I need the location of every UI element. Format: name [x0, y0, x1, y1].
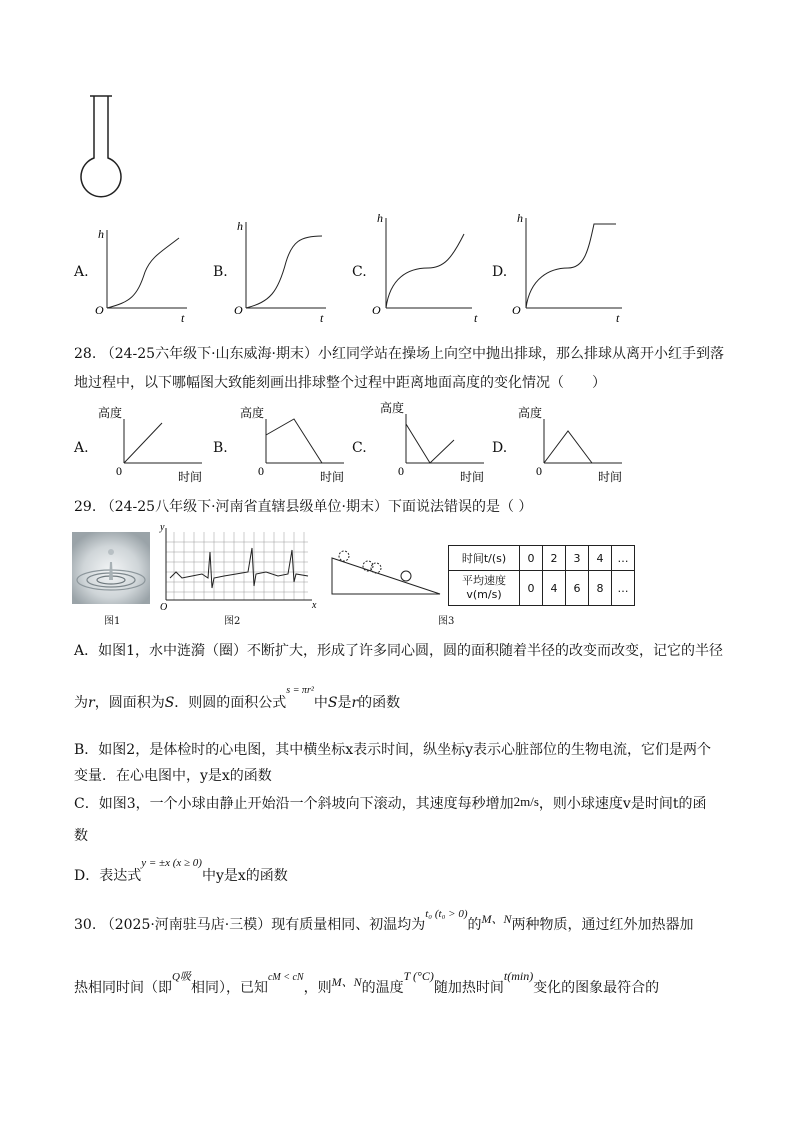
text: D．表达式	[74, 868, 142, 884]
q29-number: 29.	[74, 499, 97, 515]
area-formula: s = πr²	[286, 685, 314, 696]
table-cell: 4	[543, 571, 566, 606]
var-MN: M、N	[331, 975, 362, 989]
text: 为	[74, 695, 88, 711]
table-cell: 6	[566, 571, 589, 606]
q29-option-c-line2[interactable]: 数	[74, 828, 88, 844]
q27-graph-a	[95, 222, 195, 325]
var-S: S	[164, 695, 175, 711]
q29-option-b-line1[interactable]: B．如图2，是体检时的心电图，其中横坐标x表示时间，纵坐标y表示心脏部位的生物电流，它们是两个	[74, 742, 711, 758]
table-header-time: 时间t/(s)	[449, 546, 520, 571]
q29-fig2-label: 图2	[224, 616, 241, 627]
var-MN: M、N	[481, 912, 512, 926]
q27-graph-d	[512, 208, 632, 325]
origin-label: O	[372, 303, 381, 317]
q29-fig1-label: 图1	[104, 616, 121, 627]
axis-label-h: h	[517, 211, 523, 225]
q28-number: 28.	[74, 346, 97, 362]
axis-label-h: h	[377, 211, 383, 225]
q28-option-b[interactable]: B.	[213, 440, 228, 456]
text: 热相同时间（即	[74, 980, 172, 996]
text: ，圆面积为	[94, 695, 165, 711]
text: 的	[467, 917, 482, 933]
q30-number: 30.	[74, 917, 97, 933]
q29-time-speed-table	[448, 545, 635, 606]
text: 变化的图象最符合的	[533, 980, 660, 996]
q27-graph-b	[234, 214, 334, 325]
axis-label-h: h	[237, 219, 243, 233]
origin-label: 0	[258, 464, 264, 478]
var-r: r	[351, 695, 359, 711]
text: ，则小球速度v是时间t的函	[538, 796, 707, 812]
axis-label-h: h	[98, 227, 104, 241]
t0-formula: t₀ (t₀ > 0)	[425, 908, 468, 920]
q29-fig3-label: 图3	[438, 616, 455, 627]
table-row	[449, 546, 635, 571]
origin-label: 0	[116, 464, 122, 478]
axis-label-time: 时间	[598, 470, 623, 484]
table-cell: 0	[520, 546, 543, 571]
q29-figure3-incline	[330, 548, 445, 600]
text: ，则	[303, 980, 332, 996]
axis-label-y: y	[160, 522, 165, 533]
table-header-speed-a: 平均速度	[462, 574, 506, 587]
c-compare: cM < cN	[267, 972, 304, 983]
var-r: r	[88, 695, 95, 711]
var-S: S	[327, 695, 338, 711]
q27-graph-c	[372, 208, 482, 325]
table-header-speed-b: v(m/s)	[466, 588, 502, 601]
text: 两种物质，通过红外加热器加	[511, 917, 694, 933]
q29-figure2-ecg	[152, 522, 322, 612]
q29-question: 下面说法错误的是（ ）	[387, 499, 533, 515]
table-cell: 8	[589, 571, 612, 606]
text: C．如图3，一个小球由静止开始沿一个斜坡向下滚动，其速度每秒增加	[74, 796, 514, 812]
text: 的函数	[358, 695, 401, 711]
time-min: t(min)	[503, 969, 534, 983]
origin-label: O	[512, 303, 521, 317]
q28-text-1: 小红同学站在操场上向空中抛出排球，那么排球从离开小红手到落	[317, 346, 724, 362]
text: ．则圆的面积公式	[174, 695, 287, 711]
q28-graph-b	[236, 405, 351, 485]
q29-source: （24-25八年级下·河南省直辖县级单位·期末）	[100, 499, 388, 515]
q30-line1	[74, 908, 694, 936]
axis-label-time: 时间	[178, 470, 203, 484]
table-cell: 4	[589, 546, 612, 571]
text: 现有质量相同、初温均为	[271, 917, 426, 933]
table-row	[449, 571, 635, 606]
table-cell: …	[612, 546, 635, 571]
origin-label: 0	[398, 464, 404, 478]
q28-graph-d	[512, 405, 627, 485]
origin-label: O	[234, 303, 243, 317]
text: 的温度	[361, 980, 404, 996]
origin-label: 0	[536, 464, 542, 478]
q28-option-d[interactable]: D.	[492, 440, 508, 456]
q28-option-a[interactable]: A.	[74, 440, 89, 456]
q27-option-a[interactable]: A.	[74, 264, 89, 280]
origin-label: O	[95, 303, 104, 317]
q27-option-d[interactable]: D.	[492, 264, 508, 280]
unit: 2m/s	[513, 794, 539, 809]
table-cell: …	[612, 571, 635, 606]
q28-graph-a	[94, 405, 209, 485]
q29-option-b-line2[interactable]: 变量．在心电图中，y是x的函数	[74, 768, 272, 784]
table-cell: 3	[566, 546, 589, 571]
table-cell: 0	[520, 571, 543, 606]
text: 中	[313, 695, 328, 711]
axis-label-height: 高度	[240, 406, 265, 420]
axis-label-time: 时间	[320, 470, 345, 484]
axis-label-height: 高度	[518, 406, 543, 420]
q30-line2	[74, 969, 660, 1000]
d-formula: y = ±x (x ≥ 0)	[141, 857, 202, 869]
axis-label-x: x	[312, 600, 317, 611]
text: 中y是x的函数	[201, 868, 288, 884]
origin-label: O	[160, 602, 168, 613]
q28-option-c[interactable]: C.	[352, 440, 367, 456]
q30-source: （2025·河南驻马店·三模）	[100, 917, 272, 933]
axis-label-t: t	[616, 311, 620, 325]
axis-label-t: t	[181, 311, 185, 325]
flask-figure	[70, 90, 140, 205]
axis-label-height: 高度	[380, 401, 405, 415]
axis-label-t: t	[474, 311, 478, 325]
temperature: T (°C)	[403, 969, 434, 983]
text: 是	[337, 695, 352, 711]
text: 随加热时间	[433, 980, 504, 996]
axis-label-time: 时间	[460, 470, 485, 484]
q28-graph-c	[374, 400, 489, 485]
q28-line2: 地过程中，以下哪幅图大致能刻画出排球整个过程中距离地面高度的变化情况（ ）	[74, 375, 606, 391]
q27-option-c[interactable]: C.	[352, 264, 367, 280]
axis-label-t: t	[320, 311, 324, 325]
q28-source: （24-25六年级下·山东威海·期末）	[100, 346, 318, 362]
q-absorbed: Q吸	[172, 971, 191, 983]
table-header-speed	[449, 571, 520, 606]
q29-figure1-ripple-image	[72, 532, 150, 604]
text: 相同），已知	[190, 980, 268, 996]
q29-stem	[74, 497, 532, 517]
q29-option-c-line1[interactable]	[74, 794, 706, 814]
table-cell: 2	[543, 546, 566, 571]
q27-option-b[interactable]: B.	[213, 264, 228, 280]
axis-label-height: 高度	[98, 406, 123, 420]
q29-option-a-line1[interactable]: A．如图1，水中涟漪（圈）不断扩大，形成了许多同心圆，圆的面积随着半径的改变而改变，记它的半径	[74, 643, 724, 659]
q28-line1	[74, 344, 724, 364]
